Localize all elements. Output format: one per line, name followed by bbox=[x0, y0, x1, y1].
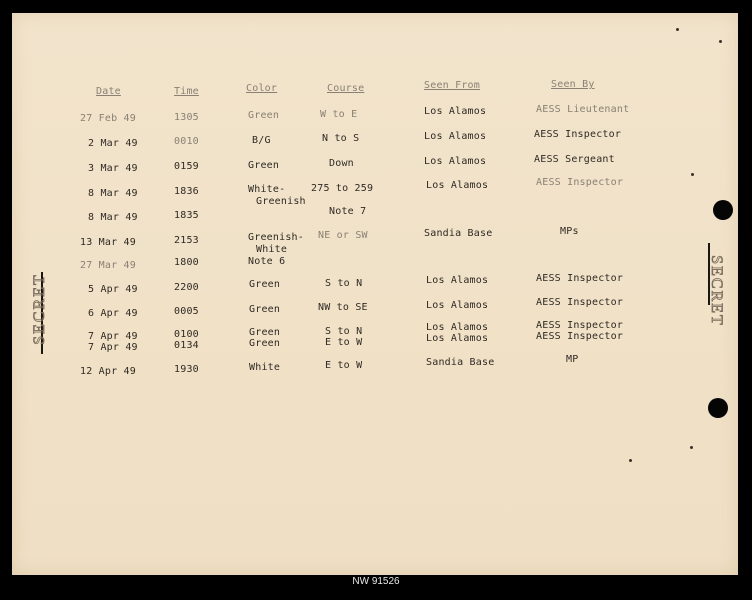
cell-color: Green bbox=[249, 279, 281, 290]
cell-date: 7 Apr 49 bbox=[88, 331, 138, 342]
cell-time: 1305 bbox=[174, 112, 199, 123]
cell-course: 275 to 259 bbox=[311, 183, 374, 194]
cell-seen-by: MP bbox=[566, 354, 579, 365]
punch-hole-bottom bbox=[708, 398, 728, 418]
speck bbox=[691, 173, 694, 176]
cell-color: White- bbox=[248, 184, 286, 195]
cell-course: Note 7 bbox=[329, 206, 367, 217]
cell-time: 2200 bbox=[174, 282, 199, 293]
speck bbox=[676, 28, 679, 31]
cell-course: S to N bbox=[325, 326, 363, 337]
cell-color: White bbox=[249, 362, 281, 373]
cell-time: 2153 bbox=[174, 235, 199, 246]
cell-course: N to S bbox=[322, 133, 360, 144]
cell-seen-from: Sandia Base bbox=[426, 357, 495, 368]
cell-time: 1836 bbox=[174, 186, 199, 197]
cell-time: 1930 bbox=[174, 364, 199, 375]
cell-seen-from: Sandia Base bbox=[424, 228, 493, 239]
cell-seen-by: AESS Inspector bbox=[534, 129, 622, 140]
cell-color: Green bbox=[249, 327, 281, 338]
footer-record-number: NW 91526 bbox=[352, 576, 400, 587]
cell-course: NW to SE bbox=[318, 302, 368, 313]
cell-date: 12 Apr 49 bbox=[80, 366, 136, 377]
cell-course: Down bbox=[329, 158, 354, 169]
header-time: Time bbox=[174, 86, 199, 97]
header-date: Date bbox=[96, 86, 121, 97]
cell-color-cont: Greenish bbox=[256, 196, 306, 207]
cell-color: Green bbox=[249, 338, 281, 349]
cell-seen-from: Los Alamos bbox=[424, 106, 487, 117]
cell-seen-from: Los Alamos bbox=[426, 180, 489, 191]
secret-stamp-right: SECRET bbox=[707, 255, 725, 327]
cell-time: 1835 bbox=[174, 210, 199, 221]
cell-seen-from: Los Alamos bbox=[426, 275, 489, 286]
cell-seen-from: Los Alamos bbox=[424, 156, 487, 167]
cell-time: 0010 bbox=[174, 136, 199, 147]
cell-color: Greenish- bbox=[248, 232, 304, 243]
cell-date: 3 Mar 49 bbox=[88, 163, 138, 174]
cell-color: Green bbox=[249, 304, 281, 315]
header-seen-by: Seen By bbox=[551, 79, 595, 90]
cell-seen-by: AESS Inspector bbox=[536, 297, 624, 308]
secret-stamp-left: SECRET bbox=[30, 273, 48, 345]
cell-course: S to N bbox=[325, 278, 363, 289]
cell-course: NE or SW bbox=[318, 230, 368, 241]
cell-time: 1800 bbox=[174, 257, 199, 268]
cell-seen-by: AESS Lieutenant bbox=[536, 104, 630, 115]
header-seen-from: Seen From bbox=[424, 80, 480, 91]
cell-color: Green bbox=[248, 160, 280, 171]
cell-color-cont: White bbox=[256, 244, 288, 255]
cell-seen-by: AESS Sergeant bbox=[534, 154, 615, 165]
cell-date: 7 Apr 49 bbox=[88, 342, 138, 353]
cell-date: 6 Apr 49 bbox=[88, 308, 138, 319]
cell-date: 8 Mar 49 bbox=[88, 188, 138, 199]
header-color: Color bbox=[246, 83, 278, 94]
cell-time: 0005 bbox=[174, 306, 199, 317]
cell-time: 0134 bbox=[174, 340, 199, 351]
cell-color: B/G bbox=[252, 135, 271, 146]
speck bbox=[690, 446, 693, 449]
cell-time: 0100 bbox=[174, 329, 199, 340]
cell-color: Note 6 bbox=[248, 256, 286, 267]
cell-seen-by: AESS Inspector bbox=[536, 331, 624, 342]
cell-course: E to W bbox=[325, 337, 363, 348]
punch-hole-top bbox=[713, 200, 733, 220]
cell-date: 27 Mar 49 bbox=[80, 260, 136, 271]
header-course: Course bbox=[327, 83, 365, 94]
cell-date: 8 Mar 49 bbox=[88, 212, 138, 223]
cell-date: 2 Mar 49 bbox=[88, 138, 138, 149]
speck bbox=[629, 459, 632, 462]
cell-seen-from: Los Alamos bbox=[426, 322, 489, 333]
cell-seen-by: AESS Inspector bbox=[536, 177, 624, 188]
cell-seen-by: AESS Inspector bbox=[536, 320, 624, 331]
cell-seen-by: AESS Inspector bbox=[536, 273, 624, 284]
cell-course: E to W bbox=[325, 360, 363, 371]
cell-date: 27 Feb 49 bbox=[80, 113, 136, 124]
cell-seen-from: Los Alamos bbox=[426, 333, 489, 344]
cell-color: Green bbox=[248, 110, 280, 121]
cell-time: 0159 bbox=[174, 161, 199, 172]
cell-course: W to E bbox=[320, 109, 358, 120]
cell-date: 5 Apr 49 bbox=[88, 284, 138, 295]
cell-date: 13 Mar 49 bbox=[80, 237, 136, 248]
cell-seen-from: Los Alamos bbox=[424, 131, 487, 142]
cell-seen-by: MPs bbox=[560, 226, 579, 237]
cell-seen-from: Los Alamos bbox=[426, 300, 489, 311]
speck bbox=[719, 40, 722, 43]
